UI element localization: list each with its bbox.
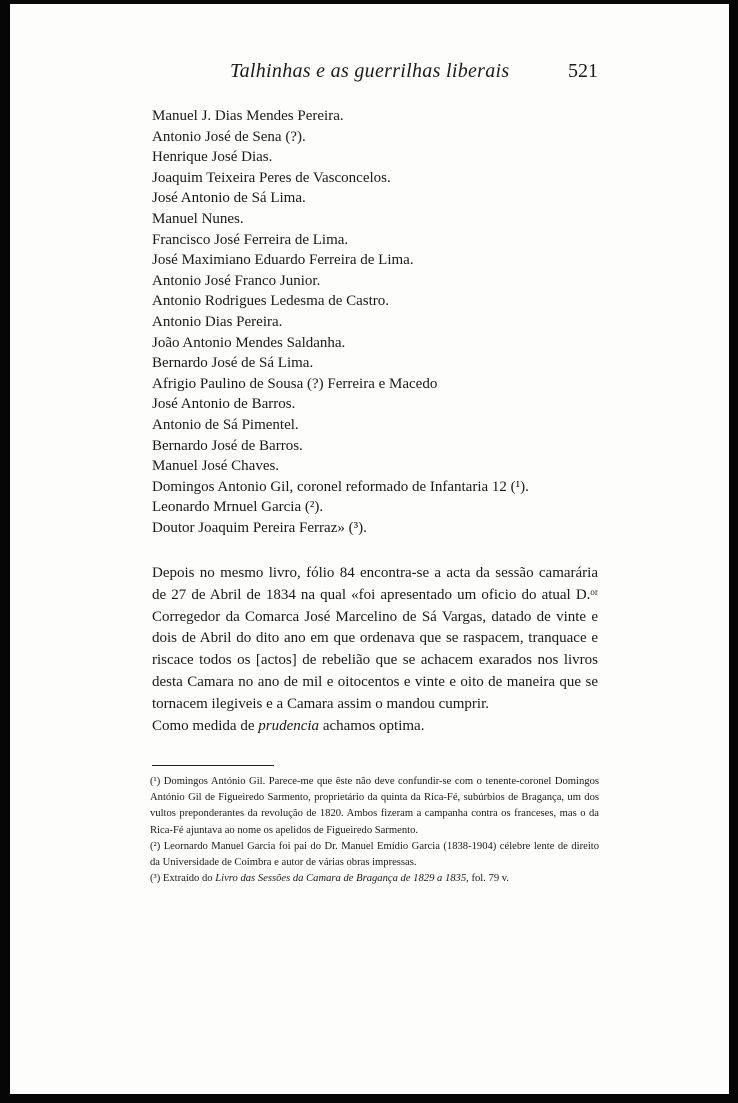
list-item: José Maximiano Eduardo Ferreira de Lima.: [152, 252, 414, 269]
list-item: Bernardo José de Sá Lima.: [152, 355, 314, 372]
footnote-rule: [152, 765, 274, 766]
running-title: Talhinhas e as guerrilhas liberais: [230, 60, 510, 82]
page-header: [150, 60, 600, 90]
list-item: Manuel José Chaves.: [152, 458, 280, 475]
list-item: Joaquim Teixeira Peres de Vasconcelos.: [152, 169, 391, 186]
list-item: Afrigio Paulino de Sousa (?) Ferreira e Macedo: [152, 375, 438, 392]
footnote-2: (²) Leornardo Manuel Garcia foi pai do Dr. Manuel Emídio Garcia (1838-1904) célebre lente de direito da Universidade de Coimbra e autor de várias obras impressas.: [150, 840, 599, 869]
list-item: Manuel Nunes.: [152, 210, 244, 227]
scan-border-bottom: [0, 1094, 738, 1103]
list-item: Antonio José Franco Junior.: [152, 272, 321, 289]
list-item: Doutor Joaquim Pereira Ferraz» (³).: [152, 519, 367, 536]
footnotes: [150, 774, 599, 887]
footnote-3-title: Livro das Sessões da Camara de Bragança de 1829 a 1835: [215, 873, 467, 885]
footnote-3-end: , fol. 79 v.: [466, 873, 510, 885]
list-item: José Antonio de Sá Lima.: [152, 190, 306, 207]
list-item: Antonio Dias Pereira.: [152, 313, 283, 330]
page-number: 521: [568, 60, 598, 82]
scan-border-top: [0, 0, 738, 4]
list-item: Antonio Rodrigues Ledesma de Castro.: [152, 293, 390, 310]
body-paragraph: Depois no mesmo livro, fólio 84 encontra-se a acta da sessão camarária de 27 de Abril de 1834 na qual «foi apresentado um oficio do atual D.ᵒʳ Corregedor da Comarca José Marcelino de Sá Vargas, datado de vinte e dois de Abril do dito ano em que ordenava que se raspacem, tranquace e riscace todos os [actos] de rebelião que se achacem exarados nos livros desta Camara no ano de mil e oitocentos e vinte e oito de maneira que se tornacem ilegiveis e a Camara assim o mandou cumprir.: [152, 565, 598, 712]
closing-emphasis: prudencia: [258, 717, 320, 734]
closing-text-start: Como medida de: [152, 717, 259, 734]
list-item: Leonardo Mrnuel Garcia (²).: [152, 499, 324, 516]
footnote-3: [150, 871, 599, 887]
closing-text-end: achamos optima.: [319, 717, 425, 734]
list-item: Francisco José Ferreira de Lima.: [152, 231, 349, 248]
list-item: Bernardo José de Barros.: [152, 437, 303, 454]
scan-border-left: [0, 0, 10, 1103]
name-list: [152, 106, 602, 538]
scan-border-right: [729, 0, 738, 1103]
list-item: Henrique José Dias.: [152, 149, 273, 166]
list-item: Manuel J. Dias Mendes Pereira.: [152, 108, 344, 124]
closing-sentence: [152, 716, 598, 738]
footnote-3-start: (³) Extraído do: [150, 873, 216, 885]
list-item: José Antonio de Barros.: [152, 396, 296, 413]
list-item: Antonio José de Sena (?).: [152, 128, 306, 145]
body-text: [152, 563, 598, 737]
list-item: Domingos Antonio Gil, coronel reformado de Infantaria 12 (¹).: [152, 478, 529, 495]
list-item: Antonio de Sá Pimentel.: [152, 416, 299, 433]
list-item: João Antonio Mendes Saldanha.: [152, 334, 346, 351]
footnote-1: (¹) Domingos António Gil. Parece-me que êste não deve confundir-se com o tenente-coronel Domingos António Gil de Figueiredo Sarmento, proprietário da quinta da Rica-Fé, subúrbios de Bragança, um dos vultos preponderantes da revolução de 1820. Ambos fizeram a campanha contra os franceses, mas o da Rica-Fé ajuntava ao nome os apelidos de Figueiredo Sarmento.: [150, 776, 599, 836]
